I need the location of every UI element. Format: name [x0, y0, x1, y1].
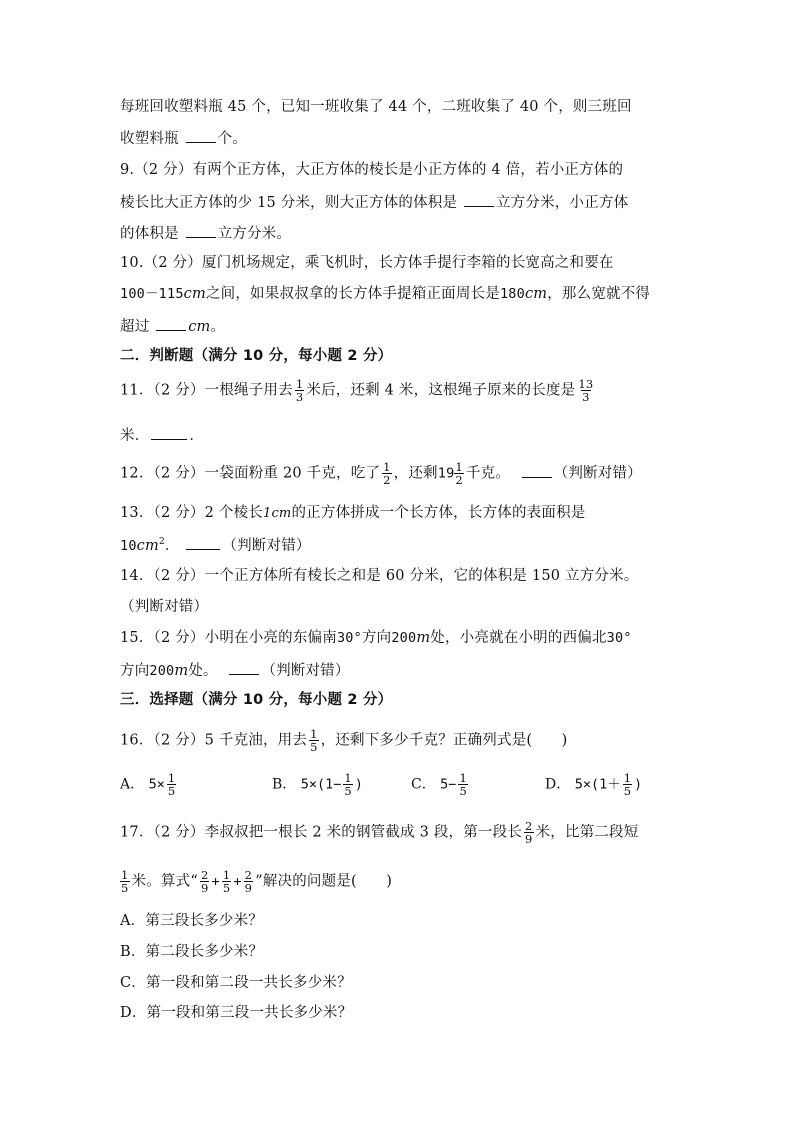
option-label: D．: [545, 776, 571, 793]
q9-text: 立方分米，小正方体: [495, 195, 629, 211]
unit-m: m: [416, 630, 431, 646]
numerator: 1: [222, 868, 231, 882]
denominator: 9: [200, 881, 209, 895]
fraction: [524, 820, 534, 845]
distance: 200: [149, 663, 175, 679]
fraction: [458, 772, 467, 797]
q13-text: ．: [164, 538, 180, 554]
q13-text: （判断对错）: [222, 538, 311, 554]
expression: 5−: [440, 776, 457, 793]
q11-text: 米后，还剩 4 米，这根绳子原来的长度是: [306, 382, 576, 399]
angle: 30°: [606, 630, 632, 646]
fraction: [120, 869, 130, 894]
distance: 200: [391, 630, 417, 646]
unit-cm: 1cm: [262, 506, 292, 521]
fraction: [343, 772, 352, 797]
mixed-whole: 19: [437, 465, 455, 482]
exponent: 2: [158, 537, 165, 548]
expression: ): [354, 776, 363, 793]
q10-text: ，那么宽就不得: [547, 286, 651, 302]
numerator: 1: [121, 868, 129, 882]
unit-cm: cm: [188, 319, 211, 335]
numerator: 1: [344, 771, 352, 785]
fraction: [244, 869, 254, 894]
q17-option-b[interactable]: B．第二段长多少米？: [120, 944, 264, 960]
q15-text: 处，小亮就在小明的西偏北: [430, 630, 607, 646]
q11-text: ．: [189, 428, 205, 444]
q12-text: （判断对错）: [553, 465, 642, 482]
denominator: 3: [582, 390, 590, 404]
q15-line-1: [120, 628, 632, 648]
q13-line-1: [120, 503, 585, 524]
answer-blank[interactable]: [156, 315, 186, 331]
q9-text: 的体积是: [120, 226, 184, 242]
fraction: [577, 378, 594, 403]
q9-line-1: [120, 160, 623, 180]
q17-option-c[interactable]: C．第一段和第二段一共长多少米？: [120, 975, 352, 991]
numerator: 2: [525, 819, 533, 833]
q15-text: （判断对错）: [261, 663, 350, 679]
fraction: [167, 772, 176, 797]
q15-text: 方向: [361, 630, 392, 646]
expression: 5×(1−: [300, 776, 342, 793]
q11-text: 11．（2 分）一根绳子用去: [120, 382, 293, 399]
option-label: C．: [411, 776, 436, 793]
q14-text: 14．（2 分）一个正方体所有棱长之和是 60 分米，它的体积是 150 立方分米。: [120, 568, 639, 584]
q11-text: 米．: [120, 428, 150, 444]
angle: 30°: [336, 630, 362, 646]
q14-line-2: [120, 597, 208, 617]
answer-blank[interactable]: [186, 127, 216, 143]
denominator: 5: [344, 784, 352, 798]
numerator: 1: [383, 460, 391, 474]
option-label: A．: [120, 776, 145, 793]
q11-line-1: [120, 378, 596, 403]
numerator: 2: [244, 868, 253, 882]
option-label: B．: [272, 776, 297, 793]
q12-text: 12．（2 分）一袋面粉重 20 千克，吃了: [120, 465, 381, 482]
numerator: 2: [200, 868, 209, 882]
fraction: [623, 772, 632, 797]
q13-line-2: [120, 534, 311, 556]
fraction: [454, 461, 464, 486]
expression: 5×: [148, 776, 165, 793]
answer-blank[interactable]: [186, 534, 220, 550]
q12-line-1: [120, 461, 642, 486]
q10-range: 100－115: [120, 286, 184, 302]
answer-blank[interactable]: [464, 191, 494, 207]
q16-text: 16．（2 分）5 千克油，用去: [120, 732, 308, 749]
answer-blank[interactable]: [151, 424, 187, 440]
numerator: 1: [295, 377, 304, 391]
q14-line-1: [120, 566, 639, 586]
q14-text: （判断对错）: [120, 599, 209, 615]
answer-blank[interactable]: [229, 659, 259, 675]
q9-line-3: [120, 222, 291, 244]
q17-option-d[interactable]: D．第一段和第三段一共长多少米？: [120, 1005, 353, 1021]
q13-area: 10: [120, 538, 137, 554]
q17-line-2: [120, 869, 392, 894]
q10-perimeter: 180: [499, 286, 525, 302]
denominator: 9: [244, 881, 253, 895]
q17-option-a[interactable]: A．第三段长多少米？: [120, 913, 263, 929]
q12-text: 千克。: [465, 465, 511, 482]
q15-text: 处。: [188, 663, 218, 679]
unit-cm: cm: [183, 286, 206, 302]
q8-line-1: [120, 97, 632, 117]
q12-text: ，还剩: [393, 465, 438, 482]
denominator: 9: [525, 832, 533, 846]
q8-text: 个。: [217, 131, 248, 147]
expression: 5×(1＋: [574, 776, 621, 793]
option-c[interactable]: [411, 772, 470, 797]
option-b[interactable]: [272, 772, 363, 797]
q11-line-2: [120, 424, 204, 446]
unit-m: m: [174, 663, 189, 679]
q15-text: 方向: [120, 663, 150, 679]
denominator: 2: [383, 473, 391, 487]
q10-line-1: [120, 253, 614, 273]
q17-text: 米，比第二段短: [535, 824, 639, 841]
q15-line-2: [120, 659, 350, 681]
denominator: 3: [295, 390, 304, 404]
section-heading-judgment: 二．判断题（满分 10 分，每小题 2 分）: [120, 348, 393, 364]
fraction: [222, 869, 232, 894]
q8-text: 每班回收塑料瓶 45 个，已知一班收集了 44 个，二班收集了 40 个，则三班回: [120, 99, 632, 115]
numerator: 1: [623, 771, 632, 785]
option-a[interactable]: [120, 772, 178, 797]
q8-line-2: [120, 127, 247, 149]
q17-text: 17．（2 分）李叔叔把一根长 2 米的钢管截成 3 段，第一段长: [120, 824, 523, 841]
fraction: [200, 869, 210, 894]
fraction: [382, 461, 392, 486]
q9-text: 立方分米。: [217, 226, 292, 242]
q13-text: 13．（2 分）2 个棱长: [120, 505, 263, 521]
numerator: 13: [578, 377, 594, 391]
q8-text: 收塑料瓶: [120, 131, 184, 147]
answer-blank[interactable]: [522, 462, 552, 478]
q16-line-1: [120, 728, 568, 753]
q10-text: 。: [210, 319, 226, 335]
fraction: [295, 378, 305, 403]
denominator: 5: [121, 881, 129, 895]
denominator: 5: [222, 881, 231, 895]
q9-text: 棱长比大正方体的少 15 分米，则大正方体的体积是: [120, 195, 462, 211]
numerator: 1: [455, 460, 463, 474]
denominator: 5: [459, 784, 467, 798]
denominator: 2: [455, 473, 463, 487]
q17-text: 米。算式“: [131, 873, 198, 890]
denominator: 5: [623, 784, 632, 798]
denominator: 5: [310, 740, 318, 754]
q9-text: 9.（2 分）有两个正方体，大正方体的棱长是小正方体的 4 倍，若小正方体的: [120, 162, 624, 178]
numerator: 1: [459, 771, 467, 785]
unit-cm: cm: [524, 286, 548, 302]
q16-text: ，还剩下多少千克？正确列式是( ): [320, 732, 568, 749]
q13-text: 的正方体拼成一个长方体，长方体的表面积是: [291, 505, 586, 521]
q17-line-1: [120, 820, 638, 845]
q9-line-2: [120, 191, 628, 213]
denominator: 5: [167, 784, 176, 798]
answer-blank[interactable]: [186, 222, 216, 238]
q10-text: 10.（2 分）厦门机场规定，乘飞机时，长方体手提行李箱的长宽高之和要在: [120, 255, 614, 271]
numerator: 1: [167, 771, 176, 785]
fraction: [309, 728, 319, 753]
q10-line-3: [120, 315, 225, 337]
plus-sign: +: [211, 873, 220, 890]
q10-line-2: [120, 284, 650, 304]
expression: ): [634, 776, 643, 793]
unit-cm: cm: [136, 538, 159, 554]
section-heading-choice: 三．选择题（满分 10 分，每小题 2 分）: [120, 692, 393, 708]
numerator: 1: [310, 727, 318, 741]
q17-text: ”解决的问题是( ): [255, 873, 393, 890]
q16-options: [0, 772, 794, 802]
option-d[interactable]: [545, 772, 642, 797]
q10-text: 超过: [120, 319, 155, 335]
plus-sign: +: [233, 873, 242, 890]
q10-text: 之间，如果叔叔拿的长方体手提箱正面周长是: [205, 286, 500, 302]
q15-text: 15．（2 分）小明在小亮的东偏南: [120, 630, 337, 646]
